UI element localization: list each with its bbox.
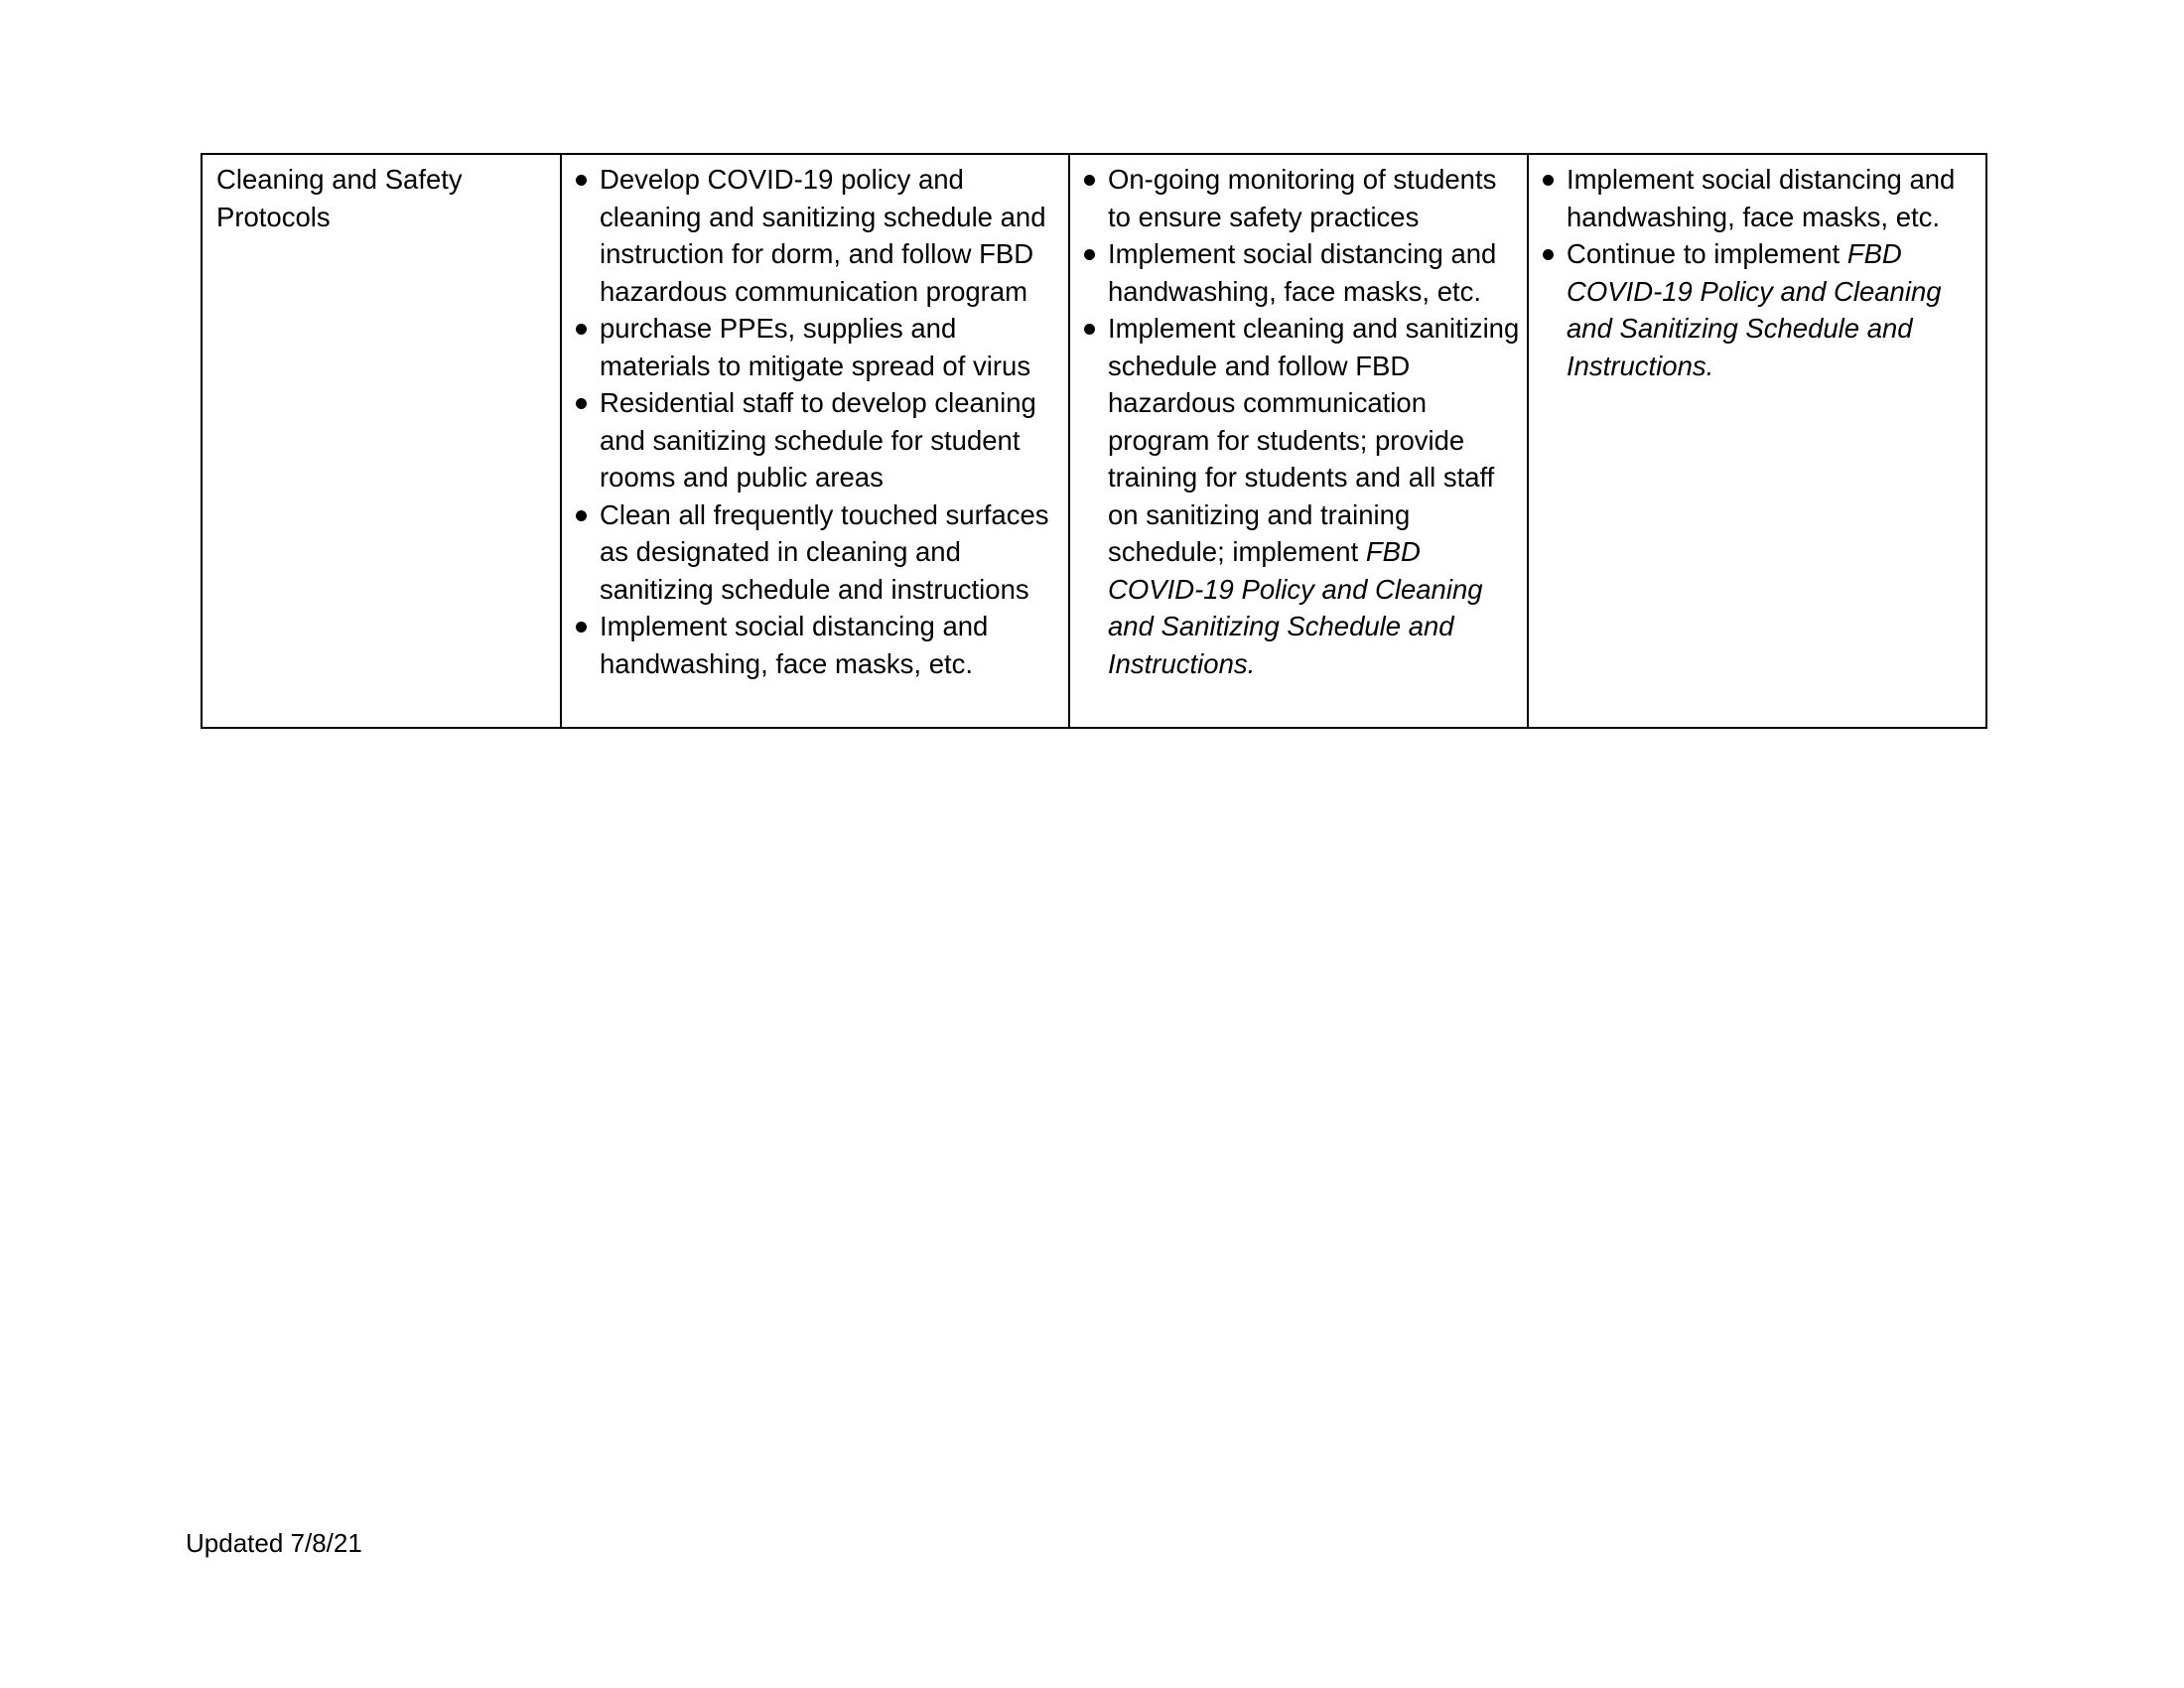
list-item: Residential staff to develop cleaning and sanitizing schedule for student rooms and public areas [576, 384, 1062, 496]
actions-list [576, 161, 1062, 682]
area-label: Cleaning and Safety Protocols [216, 164, 463, 232]
list-item-text: Implement cleaning and sanitizing schedule and follow FBD hazardous communication program for students; provide training for students and all staff on sanitizing and training schedule; implement [1108, 313, 1520, 567]
continuation-list [1543, 161, 1979, 384]
list-item: Implement social distancing and handwashing, face masks, etc. [576, 608, 1062, 682]
policy-reference: FBD COVID-19 Policy and Cleaning and Sanitizing Schedule and Instructions. [1567, 238, 1942, 381]
updated-footer: Updated 7/8/21 [186, 1528, 362, 1558]
list-item [1084, 310, 1521, 682]
list-item: Clean all frequently touched surfaces as designated in cleaning and sanitizing schedule and instructions [576, 496, 1062, 609]
area-cell [202, 154, 561, 728]
list-item: Develop COVID-19 policy and cleaning and sanitizing schedule and instruction for dorm, and follow FBD hazardous communication program [576, 161, 1062, 310]
list-item: Implement social distancing and handwashing, face masks, etc. [1084, 235, 1521, 310]
actions-cell [561, 154, 1069, 728]
list-item: On-going monitoring of students to ensure safety practices [1084, 161, 1521, 235]
monitoring-list [1084, 161, 1521, 682]
protocols-table [201, 153, 1987, 729]
list-item [1543, 235, 1979, 384]
list-item: Implement social distancing and handwashing, face masks, etc. [1543, 161, 1979, 235]
table-row [202, 154, 1986, 728]
continuation-cell [1528, 154, 1986, 728]
monitoring-cell [1069, 154, 1528, 728]
list-item: purchase PPEs, supplies and materials to mitigate spread of virus [576, 310, 1062, 384]
list-item-text: Continue to implement [1567, 238, 1847, 269]
policy-reference: FBD COVID-19 Policy and Cleaning and Sanitizing Schedule and Instructions. [1108, 536, 1483, 679]
